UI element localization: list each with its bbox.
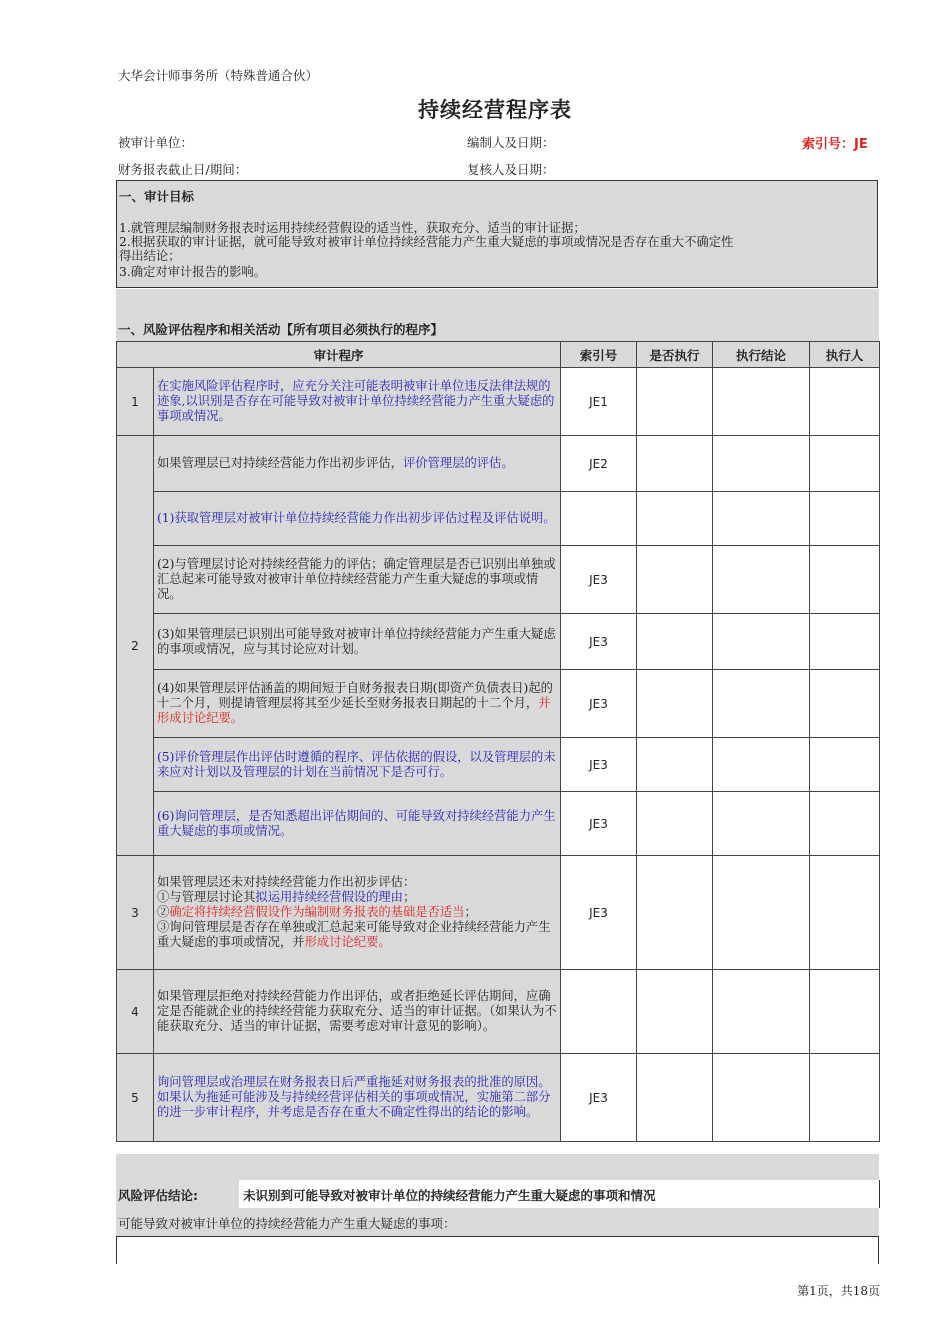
executed-cell[interactable] (637, 970, 713, 1054)
procedure-text (154, 1054, 561, 1142)
matters-row (116, 1208, 879, 1236)
conclusion-cell[interactable] (713, 436, 810, 492)
procedure-text-part: 询问管理层或治理层在财务报表日后严重拖延对财务报表的批准的原因。如果认为拖延可能涉及与持续经营评估相关的事项或情况，实施第二部分的进一步审计程序，并考虑是否存在重大不确定性得出的结论的影响。 (157, 1075, 551, 1119)
index-cell: JE3 (561, 614, 637, 670)
executed-cell[interactable] (637, 1054, 713, 1142)
reviewer-label: 复核人及日期： (467, 162, 555, 177)
conclusion-cell[interactable] (713, 614, 810, 670)
executed-cell[interactable] (637, 546, 713, 614)
objective-line: 2.根据获取的审计证据，就可能导致对被审计单位持续经营能力产生重大疑虑的事项或情况是否存在重大不确定性 (119, 235, 734, 249)
conclusion-cell[interactable] (713, 738, 810, 792)
table-row (117, 436, 880, 492)
procedure-text-part: ③询问管理层是否存在单独或汇总起来可能导致对企业持续经营能力产生重大疑虑的事项或情况，并 (157, 920, 551, 949)
table-row (117, 792, 880, 856)
conclusion-cell[interactable] (713, 492, 810, 546)
section-band (116, 1154, 879, 1180)
executor-cell[interactable] (810, 670, 880, 738)
procedure-text-part: 如果管理层拒绝对持续经营能力作出评估，或者拒绝延长评估期间，应确定是否能就企业的持续经营能力获取充分、适当的审计证据。（如果认为不能获取充分、适当的审计证据，需要考虑对审计意见的影响）。 (157, 989, 557, 1033)
row-number: 3 (117, 856, 154, 970)
executor-cell[interactable] (810, 368, 880, 436)
procedure-text-part: ； (402, 890, 416, 904)
conclusion-cell[interactable] (713, 970, 810, 1054)
index-cell: JE3 (561, 1054, 637, 1142)
objectives-heading: 一、审计目标 (119, 189, 195, 204)
executor-cell[interactable] (810, 738, 880, 792)
table-row (117, 1054, 880, 1142)
table-row (117, 546, 880, 614)
executor-cell[interactable] (810, 856, 880, 970)
index-cell (561, 492, 637, 546)
col-header-executor: 执行人 (810, 342, 880, 368)
index-cell: JE2 (561, 436, 637, 492)
col-header-index: 索引号 (561, 342, 637, 368)
procedure-text-part: 评价管理层的评估。 (402, 456, 514, 470)
preparer-label: 编制人及日期： (467, 135, 555, 150)
section1-heading: 一、风险评估程序和相关活动【所有项目必须执行的程序】 (118, 322, 444, 337)
page-footer: 第1页，共18页 (797, 1284, 880, 1298)
index-number: 索引号：JE (802, 137, 868, 152)
procedure-text-part: (5)评价管理层作出评估时遵循的程序、评估依据的假设，以及管理层的未来应对计划以及管理层的计划在当前情况下是否可行。 (157, 749, 556, 779)
conclusion-cell[interactable] (713, 670, 810, 738)
conclusion-value-cell[interactable] (239, 1180, 880, 1208)
row-number: 2 (117, 436, 154, 856)
procedure-text (154, 546, 561, 614)
procedure-text-part: 并形成讨论纪要。 (157, 696, 551, 725)
procedure-text-part: (2)与管理层讨论对持续经营能力的评估；确定管理层是否已识别出单独或汇总起来可能导致对被审计单位持续经营能力产生重大疑虑的事项或情况。 (157, 557, 556, 601)
executor-cell[interactable] (810, 492, 880, 546)
table-row (117, 970, 880, 1054)
row-number: 4 (117, 970, 154, 1054)
audited-unit-label: 被审计单位： (118, 135, 194, 150)
executed-cell[interactable] (637, 738, 713, 792)
executed-cell[interactable] (637, 614, 713, 670)
procedure-text-part: 的理由 (366, 890, 403, 904)
procedure-text-part: ； (464, 905, 477, 919)
conclusion-cell[interactable] (713, 1054, 810, 1142)
procedure-text (154, 368, 561, 436)
procedure-text-part: ①与管理层讨论其 (157, 890, 256, 904)
index-cell: JE3 (561, 792, 637, 856)
conclusion-cell[interactable] (713, 546, 810, 614)
table-row (117, 670, 880, 738)
procedure-text-part: ② (157, 905, 170, 919)
conclusion-label: 风险评估结论: (118, 1188, 198, 1203)
index-cell: JE1 (561, 368, 637, 436)
table-row (117, 738, 880, 792)
objective-line: 1.就管理层编制财务报表时运用持续经营假设的适当性，获取充分、适当的审计证据； (119, 221, 586, 235)
index-cell: JE3 (561, 738, 637, 792)
procedure-text (154, 492, 561, 546)
executed-cell[interactable] (637, 436, 713, 492)
index-cell (561, 970, 637, 1054)
procedure-text-part: 确定将持续经营假设作为编制财务报表的基础是否适当 (169, 905, 465, 919)
conclusion-value: 未识别到可能导致对被审计单位的持续经营能力产生重大疑虑的事项和情况 (243, 1188, 656, 1203)
procedure-text-part: (1)获取管理层对被审计单位持续经营能力作出初步评估过程及评估说明。 (157, 511, 556, 525)
firm-name: 大华会计师事务所（特殊普通合伙） (118, 68, 319, 83)
executor-cell[interactable] (810, 970, 880, 1054)
conclusion-cell[interactable] (713, 368, 810, 436)
col-header-executed: 是否执行 (637, 342, 713, 368)
procedure-text (154, 792, 561, 856)
executed-cell[interactable] (637, 492, 713, 546)
col-header-procedure: 审计程序 (117, 342, 561, 368)
executor-cell[interactable] (810, 614, 880, 670)
procedure-text (154, 970, 561, 1054)
procedure-text-part: 在实施风险评估程序时，应充分关注可能表明被审计单位违反法律法规的迹象,以识别是否存在可能导致对被审计单位持续经营能力产生重大疑虑的事项或情况。 (157, 379, 555, 423)
index-cell: JE3 (561, 670, 637, 738)
executed-cell[interactable] (637, 670, 713, 738)
audit-objectives-box (116, 180, 878, 288)
procedure-text-part: 拟运用持续经营假设 (255, 890, 367, 904)
procedure-text-part: (6)询问管理层，是否知悉超出评估期间的、可能导致对持续经营能力产生重大疑虑的事项或情况。 (157, 808, 556, 838)
procedure-text (154, 856, 561, 970)
matters-label: 可能导致对被审计单位的持续经营能力产生重大疑虑的事项： (118, 1216, 456, 1231)
matters-input-cell[interactable] (116, 1236, 879, 1264)
index-cell: JE3 (561, 546, 637, 614)
executor-cell[interactable] (810, 546, 880, 614)
executed-cell[interactable] (637, 792, 713, 856)
row-number: 1 (117, 368, 154, 436)
row-number: 5 (117, 1054, 154, 1142)
executed-cell[interactable] (637, 856, 713, 970)
objective-line: 3.确定对审计报告的影响。 (119, 265, 266, 279)
conclusion-cell[interactable] (713, 856, 810, 970)
procedure-text (154, 738, 561, 792)
table-row (117, 614, 880, 670)
col-header-conclusion: 执行结论 (713, 342, 810, 368)
conclusion-row (116, 1180, 879, 1208)
period-label: 财务报表截止日/期间： (118, 162, 248, 177)
table-row (117, 492, 880, 546)
procedure-table (116, 341, 880, 1142)
procedure-text-part: (3)如果管理层已识别出可能导致对被审计单位持续经营能力产生重大疑虑的事项或情况，应与其讨论应对计划。 (157, 626, 556, 656)
procedure-text-part: 如果管理层已对持续经营能力作出初步评估， (157, 456, 403, 470)
procedure-text-part: 形成讨论纪要。 (304, 935, 391, 949)
index-cell: JE3 (561, 856, 637, 970)
executor-cell[interactable] (810, 436, 880, 492)
objective-line: 得出结论； (119, 249, 181, 263)
procedure-text (154, 670, 561, 738)
conclusion-cell[interactable] (713, 792, 810, 856)
procedure-text (154, 614, 561, 670)
page-title: 持续经营程序表 (418, 97, 572, 122)
executed-cell[interactable] (637, 368, 713, 436)
procedure-text-part: 如果管理层还未对持续经营能力作出初步评估： (157, 875, 416, 889)
table-header-row (117, 342, 880, 368)
table-row (117, 856, 880, 970)
procedure-text-part: (4)如果管理层评估涵盖的期间短于自财务报表日期(即资产负债表日)起的十二个月，则提请管理层将其至少延长至财务报表日期起的十二个月， (157, 681, 553, 710)
procedure-text (154, 436, 561, 492)
table-row (117, 368, 880, 436)
executor-cell[interactable] (810, 792, 880, 856)
executor-cell[interactable] (810, 1054, 880, 1142)
